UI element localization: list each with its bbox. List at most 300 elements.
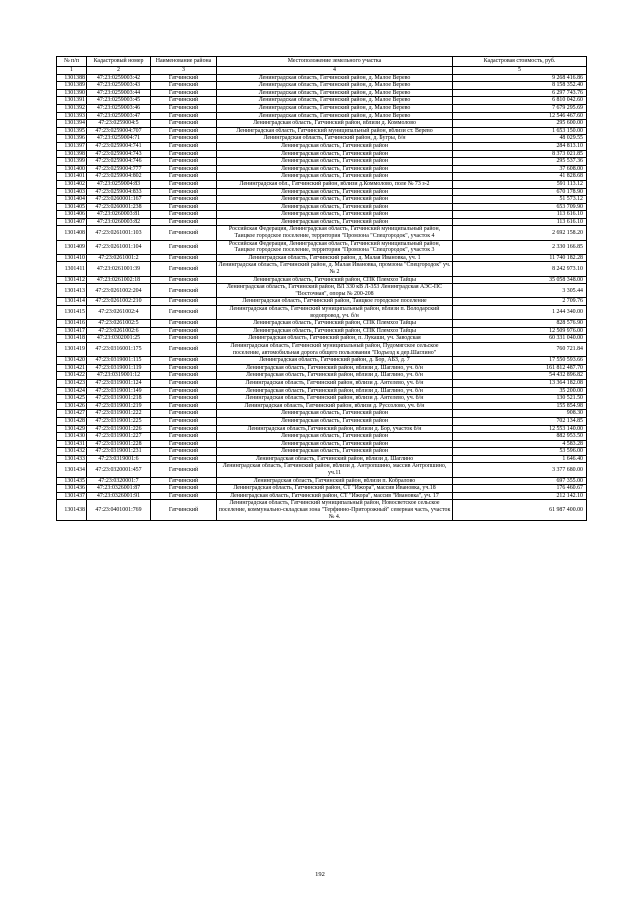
location-cell: Ленинградская область, Гатчинский район <box>217 196 453 204</box>
table-row <box>57 500 587 521</box>
header-cadastral-number: Кадастровый номер <box>87 57 151 67</box>
table-row <box>57 440 587 448</box>
cadastral-value-cell: 8 373 021.85 <box>453 150 587 158</box>
cadastral-number-cell: 47:23:0260001:167 <box>87 196 151 204</box>
district-cell: Гатчинский <box>151 142 217 150</box>
table-row <box>57 188 587 196</box>
location-cell: Ленинградская область, Гатчинский муниципальный район, Новосветское сельское поселение, коммунально-складская зона "Терфинно-Приторожный" северная часть, участок № 4. <box>217 500 453 521</box>
district-cell: Гатчинский <box>151 173 217 181</box>
table-row <box>57 357 587 365</box>
table-row <box>57 379 587 387</box>
cadastral-value-cell: 284 813.10 <box>453 142 587 150</box>
district-cell: Гатчинский <box>151 440 217 448</box>
district-cell: Гатчинский <box>151 364 217 372</box>
table-row <box>57 254 587 262</box>
cadastral-number-cell: 47:23:0259004:746 <box>87 158 151 166</box>
district-cell: Гатчинский <box>151 448 217 456</box>
location-cell: Ленинградская область, Гатчинский район, СПК Племхоз Тайцы <box>217 320 453 328</box>
table-row <box>57 203 587 211</box>
row-number-cell: 1301428 <box>57 417 87 425</box>
row-number-cell: 1301404 <box>57 196 87 204</box>
cadastral-number-cell: 47:23:0261001:104 <box>87 240 151 254</box>
district-cell: Гатчинский <box>151 335 217 343</box>
cadastral-number-cell: 47:23:0261001:39 <box>87 262 151 276</box>
row-number-cell: 1301410 <box>57 254 87 262</box>
district-cell: Гатчинский <box>151 120 217 128</box>
district-cell: Гатчинский <box>151 196 217 204</box>
cadastral-value-cell: 670 178.90 <box>453 188 587 196</box>
table-row <box>57 180 587 188</box>
cadastral-value-cell: 35 058 348.00 <box>453 276 587 284</box>
row-number-cell: 1301412 <box>57 276 87 284</box>
cadastral-number-cell: 47:23:0319001:12 <box>87 372 151 380</box>
location-cell: Ленинградская область, Гатчинский район, вблизи д. Руссолово, уч. б/н <box>217 402 453 410</box>
cadastral-number-cell: 47:23:0259003:42 <box>87 74 151 82</box>
table-row <box>57 492 587 500</box>
location-cell: Ленинградская область, Гатчинский район <box>217 448 453 456</box>
row-number-cell: 1301395 <box>57 127 87 135</box>
table-row <box>57 196 587 204</box>
district-cell: Гатчинский <box>151 477 217 485</box>
location-cell: Ленинградская область, Гатчинский район, вблизи д. Коммолово <box>217 120 453 128</box>
cadastral-number-cell: 47:23:0261001:103 <box>87 226 151 240</box>
location-cell: Ленинградская область, Гатчинский район, д. Малая Ивановка, промзона "Спецгородок" уч. № 2 <box>217 262 453 276</box>
district-cell: Гатчинский <box>151 97 217 105</box>
location-cell: Ленинградская область, Гатчинский район, СТ "Ижора", массив Ивановка, уч.18 <box>217 485 453 493</box>
cadastral-value-cell: 61 987 400.00 <box>453 500 587 521</box>
district-cell: Гатчинский <box>151 112 217 120</box>
row-number-cell: 1301411 <box>57 262 87 276</box>
cadastral-number-cell: 47:23:0261001:2 <box>87 254 151 262</box>
table-row <box>57 284 587 298</box>
table-row <box>57 262 587 276</box>
district-cell: Гатчинский <box>151 226 217 240</box>
location-cell: Ленинградская область, Гатчинский район, вблизи д. Антелево, уч. б/н <box>217 395 453 403</box>
table-row <box>57 477 587 485</box>
row-number-cell: 1301423 <box>57 379 87 387</box>
cadastral-value-cell: 48 029.55 <box>453 135 587 143</box>
row-number-cell: 1301393 <box>57 112 87 120</box>
district-cell: Гатчинский <box>151 320 217 328</box>
cadastral-number-cell: 47:23:0259004:71 <box>87 135 151 143</box>
row-number-cell: 1301427 <box>57 410 87 418</box>
table-row <box>57 425 587 433</box>
cadastral-value-cell: 882 953.50 <box>453 433 587 441</box>
location-cell: Ленинградская область, Гатчинский муниципальный район, Пудомягское сельское поселение, автомобильная дорога общего пользования "Подъезд к дер.Шаглино" <box>217 342 453 356</box>
location-cell: Ленинградская область, Гатчинский район <box>217 150 453 158</box>
cadastral-number-cell: 47:23:0319001:115 <box>87 357 151 365</box>
column-number: 2 <box>87 67 151 75</box>
row-number-cell: 1301398 <box>57 150 87 158</box>
table-row <box>57 218 587 226</box>
cadastral-number-cell: 47:23:0302001:25 <box>87 335 151 343</box>
table-row <box>57 342 587 356</box>
table-body <box>57 74 587 521</box>
district-cell: Гатчинский <box>151 180 217 188</box>
row-number-cell: 1301413 <box>57 284 87 298</box>
table-row <box>57 142 587 150</box>
district-cell: Гатчинский <box>151 395 217 403</box>
cadastral-number-cell: 47:23:0259003:47 <box>87 112 151 120</box>
location-cell: Ленинградская область, Гатчинский район, вблизи д. Антелево, уч. б/н <box>217 379 453 387</box>
cadastral-number-cell: 47:23:0259004:802 <box>87 173 151 181</box>
cadastral-value-cell: 41 828.68 <box>453 173 587 181</box>
cadastral-value-cell: 54 432 896.82 <box>453 372 587 380</box>
cadastral-number-cell: 47:23:0259004:833 <box>87 188 151 196</box>
cadastral-number-cell: 47:23:0319001:124 <box>87 379 151 387</box>
table-row <box>57 387 587 395</box>
table-row <box>57 455 587 463</box>
location-cell: Ленинградская область, Гатчинский район <box>217 440 453 448</box>
cadastral-value-cell: 9 268 416.86 <box>453 74 587 82</box>
table-row <box>57 485 587 493</box>
cadastral-value-cell: 1 244 340.00 <box>453 306 587 320</box>
district-cell: Гатчинский <box>151 135 217 143</box>
location-cell: Ленинградская область, Гатчинский район, д. Малая Ивановка, уч. 1 <box>217 254 453 262</box>
cadastral-number-cell: 47:23:0261002:4 <box>87 306 151 320</box>
table-row <box>57 335 587 343</box>
district-cell: Гатчинский <box>151 342 217 356</box>
cadastral-number-cell: 47:23:0260003:82 <box>87 218 151 226</box>
cadastral-value-cell: 17 550 593.66 <box>453 357 587 365</box>
row-number-cell: 1301409 <box>57 240 87 254</box>
location-cell: Российская Федерация, Ленинградская область, Гатчинский муниципальный район, Таицкое городское поселение, территория "Промзона "Спецгородок", участок 4 <box>217 226 453 240</box>
cadastral-value-cell: 12 553 140.00 <box>453 425 587 433</box>
cadastral-number-cell: 47:23:0316001:175 <box>87 342 151 356</box>
location-cell: Ленинградская область, Гатчинский район, д. Малое Верево <box>217 74 453 82</box>
cadastral-value-cell: 35 200.00 <box>453 387 587 395</box>
district-cell: Гатчинский <box>151 306 217 320</box>
row-number-cell: 1301422 <box>57 372 87 380</box>
row-number-cell: 1301396 <box>57 135 87 143</box>
district-cell: Гатчинский <box>151 74 217 82</box>
cadastral-value-cell: 176 460.67 <box>453 485 587 493</box>
row-number-cell: 1301400 <box>57 165 87 173</box>
table-row <box>57 306 587 320</box>
location-cell: Ленинградская область, Гатчинский район <box>217 203 453 211</box>
district-cell: Гатчинский <box>151 485 217 493</box>
cadastral-value-cell: 702 134.85 <box>453 417 587 425</box>
column-number: 4 <box>217 67 453 75</box>
table-row <box>57 89 587 97</box>
district-cell: Гатчинский <box>151 240 217 254</box>
cadastral-value-cell: 653 709.90 <box>453 203 587 211</box>
row-number-cell: 1301433 <box>57 455 87 463</box>
district-cell: Гатчинский <box>151 89 217 97</box>
row-number-cell: 1301391 <box>57 97 87 105</box>
cadastral-value-cell: 3 305.44 <box>453 284 587 298</box>
location-cell: Ленинградская область, Гатчинский район, ВЛ 330 кВ Л-353 Ленинградская АЭС-ПС "Восточная", опоры № 200-208 <box>217 284 453 298</box>
cadastral-number-cell: 47:23:0401001:769 <box>87 500 151 521</box>
district-cell: Гатчинский <box>151 104 217 112</box>
row-number-cell: 1301421 <box>57 364 87 372</box>
location-cell: Ленинградская область, Гатчинский муниципальный район, вблизи п. Володарский водопровод, уч. б/н <box>217 306 453 320</box>
district-cell: Гатчинский <box>151 150 217 158</box>
table-row <box>57 417 587 425</box>
district-cell: Гатчинский <box>151 165 217 173</box>
table-row <box>57 320 587 328</box>
cadastral-value-cell: 1 653 150.00 <box>453 127 587 135</box>
cadastral-value-cell: 8 158 352.40 <box>453 82 587 90</box>
table-header-row <box>57 57 587 67</box>
cadastral-number-cell: 47:23:0319001:231 <box>87 448 151 456</box>
location-cell: Ленинградская область, Гатчинский район, вблизи п. Кобралово <box>217 477 453 485</box>
cadastral-value-cell: 11 740 182.28 <box>453 254 587 262</box>
cadastral-number-cell: 47:23:0319001:219 <box>87 402 151 410</box>
location-cell: Ленинградская область, Гатчинский район, п. Лукаши, уч. Заводская <box>217 335 453 343</box>
cadastral-value-cell: 6 810 042.60 <box>453 97 587 105</box>
location-cell: Ленинградская область, Гатчинский район <box>217 211 453 219</box>
location-cell: Ленинградская область, Гатчинский район <box>217 218 453 226</box>
row-number-cell: 1301437 <box>57 492 87 500</box>
table-row <box>57 402 587 410</box>
cadastral-value-cell: 2 709.76 <box>453 298 587 306</box>
row-number-cell: 1301429 <box>57 425 87 433</box>
row-number-cell: 1301415 <box>57 306 87 320</box>
cadastral-value-cell: 37 608.00 <box>453 165 587 173</box>
district-cell: Гатчинский <box>151 402 217 410</box>
cadastral-number-cell: 47:23:0259004:777 <box>87 165 151 173</box>
row-number-cell: 1301435 <box>57 477 87 485</box>
cadastral-number-cell: 47:23:0319001:222 <box>87 410 151 418</box>
column-number: 1 <box>57 67 87 75</box>
district-cell: Гатчинский <box>151 262 217 276</box>
header-location: Местоположение земельного участка <box>217 57 453 67</box>
cadastral-value-cell: 295 600.00 <box>453 120 587 128</box>
cadastral-value-cell: 13 364 182.08 <box>453 379 587 387</box>
row-number-cell: 1301424 <box>57 387 87 395</box>
cadastral-value-cell: 51 573.12 <box>453 196 587 204</box>
table-row <box>57 372 587 380</box>
row-number-cell: 1301405 <box>57 203 87 211</box>
district-cell: Гатчинский <box>151 410 217 418</box>
row-number-cell: 1301389 <box>57 82 87 90</box>
table-row <box>57 276 587 284</box>
location-cell: Ленинградская область, Гатчинский район, вблизи д. Шаглино <box>217 455 453 463</box>
location-cell: Российская Федерация, Ленинградская область, Гатчинский муниципальный район, Таицкое городское поселение, территория "Промзона "Спецгородок", участок 3 <box>217 240 453 254</box>
column-number: 5 <box>453 67 587 75</box>
cadastral-number-cell: 47:23:0320001:457 <box>87 463 151 477</box>
location-cell: Ленинградская область, Гатчинский район <box>217 188 453 196</box>
cadastral-value-cell: 2 692 158.20 <box>453 226 587 240</box>
table-row <box>57 395 587 403</box>
cadastral-number-cell: 47:23:0319001:119 <box>87 364 151 372</box>
cadastral-number-cell: 47:23:0261002:204 <box>87 284 151 298</box>
cadastral-value-cell: 130 521.50 <box>453 395 587 403</box>
location-cell: Ленинградская область, Гатчинский район, д. Малое Верево <box>217 104 453 112</box>
location-cell: Ленинградская область, Гатчинский район <box>217 417 453 425</box>
location-cell: Ленинградская область, Гатчинский район <box>217 410 453 418</box>
header-district: Наименование района <box>151 57 217 67</box>
cadastral-value-cell: 2 330 166.85 <box>453 240 587 254</box>
location-cell: Ленинградская область, Гатчинский район, д. Малое Верево <box>217 112 453 120</box>
table-row <box>57 448 587 456</box>
cadastral-value-cell: 60 331 040.00 <box>453 335 587 343</box>
row-number-cell: 1301397 <box>57 142 87 150</box>
column-number-row <box>57 67 587 75</box>
row-number-cell: 1301425 <box>57 395 87 403</box>
row-number-cell: 1301406 <box>57 211 87 219</box>
table-row <box>57 158 587 166</box>
row-number-cell: 1301416 <box>57 320 87 328</box>
cadastral-number-cell: 47:23:0319001:149 <box>87 387 151 395</box>
row-number-cell: 1301394 <box>57 120 87 128</box>
location-cell: Ленинградская область, Гатчинский район, вблизи д. Шаглино, уч. б/н <box>217 364 453 372</box>
table-row <box>57 150 587 158</box>
cadastral-number-cell: 47:23:0261002:6 <box>87 327 151 335</box>
district-cell: Гатчинский <box>151 327 217 335</box>
table-row <box>57 82 587 90</box>
district-cell: Гатчинский <box>151 218 217 226</box>
table-row <box>57 298 587 306</box>
table-row <box>57 364 587 372</box>
location-cell: Ленинградская область, Гатчинский район <box>217 158 453 166</box>
cadastral-value-cell: 908.30 <box>453 410 587 418</box>
location-cell: Ленинградская область, Гатчинский район <box>217 165 453 173</box>
location-cell: Ленинградская область, Гатчинский район, вблизи д. Шаглино, уч. б/н <box>217 387 453 395</box>
cadastral-number-cell: 47:23:0326001:91 <box>87 492 151 500</box>
location-cell: Ленинградская область, Гатчинский район, д. Малое Верево <box>217 82 453 90</box>
cadastral-number-cell: 47:23:0259004:707 <box>87 127 151 135</box>
row-number-cell: 1301403 <box>57 188 87 196</box>
row-number-cell: 1301407 <box>57 218 87 226</box>
district-cell: Гатчинский <box>151 276 217 284</box>
location-cell: Ленинградская область, Гатчинский район, д. Бугры, б/н <box>217 135 453 143</box>
location-cell: Ленинградская область, Гатчинский район, д. Бор, АБЗ, д. 7 <box>217 357 453 365</box>
row-number-cell: 1301401 <box>57 173 87 181</box>
district-cell: Гатчинский <box>151 298 217 306</box>
district-cell: Гатчинский <box>151 158 217 166</box>
location-cell: Ленинградская область, Гатчинский район, СПК Племхоз Тайцы <box>217 276 453 284</box>
table-row <box>57 104 587 112</box>
page-number: 192 <box>315 871 325 878</box>
table-row <box>57 97 587 105</box>
cadastral-number-cell: 47:23:0259004:5 <box>87 120 151 128</box>
row-number-cell: 1301434 <box>57 463 87 477</box>
table-row <box>57 211 587 219</box>
row-number-cell: 1301426 <box>57 402 87 410</box>
cadastral-value-cell: 828 576.90 <box>453 320 587 328</box>
district-cell: Гатчинский <box>151 254 217 262</box>
location-cell: Ленинградская область, Гатчинский район, д. Малое Верево <box>217 89 453 97</box>
cadastral-value-cell: 12 509 976.00 <box>453 327 587 335</box>
cadastral-value-cell: 3 377 680.00 <box>453 463 587 477</box>
cadastral-number-cell: 47:23:0259003:44 <box>87 89 151 97</box>
location-cell: Ленинградская обл., Гатчинский район, вблизи д.Коммолово, поле № 73 з-2 <box>217 180 453 188</box>
table-row <box>57 240 587 254</box>
location-cell: Ленинградская область, Гатчинский район <box>217 173 453 181</box>
location-cell: Ленинградская область, Гатчинский район, вблизи д. Антропшино, массив Антропшино, уч.11 <box>217 463 453 477</box>
cadastral-number-cell: 47:23:0319001:218 <box>87 395 151 403</box>
cadastral-number-cell: 47:23:0319001:225 <box>87 417 151 425</box>
district-cell: Гатчинский <box>151 188 217 196</box>
row-number-cell: 1301414 <box>57 298 87 306</box>
location-cell: Ленинградская область, Гатчинский район, вблизи д. Шаглино, уч. б/н <box>217 372 453 380</box>
cadastral-number-cell: 47:23:0259003:45 <box>87 97 151 105</box>
district-cell: Гатчинский <box>151 387 217 395</box>
row-number-cell: 1301438 <box>57 500 87 521</box>
cadastral-value-cell: 113 616.10 <box>453 211 587 219</box>
cadastral-value-cell: 161 812 487.70 <box>453 364 587 372</box>
cadastral-value-cell: 760 721.84 <box>453 342 587 356</box>
district-cell: Гатчинский <box>151 127 217 135</box>
district-cell: Гатчинский <box>151 203 217 211</box>
cadastral-value-cell: 1 646.40 <box>453 455 587 463</box>
district-cell: Гатчинский <box>151 417 217 425</box>
cadastral-number-cell: 47:23:0319001:228 <box>87 440 151 448</box>
district-cell: Гатчинский <box>151 379 217 387</box>
cadastral-number-cell: 47:23:0319001:226 <box>87 425 151 433</box>
row-number-cell: 1301420 <box>57 357 87 365</box>
cadastral-value-cell: 7 679 295.69 <box>453 104 587 112</box>
table-row <box>57 127 587 135</box>
table-row <box>57 173 587 181</box>
location-cell: Ленинградская область, Гатчинский район, д. Малое Верево <box>217 97 453 105</box>
cadastral-number-cell: 47:23:0261002:210 <box>87 298 151 306</box>
row-number-cell: 1301402 <box>57 180 87 188</box>
location-cell: Ленинградская область, Гатчинский район, СТ "Ижора", массив "Ивановка", уч. 17 <box>217 492 453 500</box>
cadastral-value-table <box>56 56 587 521</box>
table-row <box>57 226 587 240</box>
table-row <box>57 410 587 418</box>
table-row <box>57 165 587 173</box>
table-row <box>57 112 587 120</box>
cadastral-number-cell: 47:23:0320001:7 <box>87 477 151 485</box>
cadastral-number-cell: 47:23:0259004:741 <box>87 142 151 150</box>
cadastral-value-cell: 155 854.98 <box>453 402 587 410</box>
district-cell: Гатчинский <box>151 433 217 441</box>
cadastral-value-cell: 12 546 467.60 <box>453 112 587 120</box>
district-cell: Гатчинский <box>151 357 217 365</box>
row-number-cell: 1301430 <box>57 433 87 441</box>
cadastral-value-cell: 6 297 743.76 <box>453 89 587 97</box>
row-number-cell: 1301432 <box>57 448 87 456</box>
location-cell: Ленинградская область, Гатчинский муниципальный район, вблизи ст. Верево <box>217 127 453 135</box>
table-row <box>57 120 587 128</box>
column-number: 3 <box>151 67 217 75</box>
location-cell: Ленинградская область,Гатчинский район, вблизи д. Бор, участок б/н <box>217 425 453 433</box>
row-number-cell: 1301419 <box>57 342 87 356</box>
cadastral-number-cell: 47:23:0259004:743 <box>87 150 151 158</box>
cadastral-value-cell: 8 242 973.10 <box>453 262 587 276</box>
header-row-number: № п/п <box>57 57 87 67</box>
cadastral-value-cell: 113 616.10 <box>453 218 587 226</box>
district-cell: Гатчинский <box>151 284 217 298</box>
cadastral-number-cell: 47:23:0261002:5 <box>87 320 151 328</box>
cadastral-value-cell: 212 142.10 <box>453 492 587 500</box>
district-cell: Гатчинский <box>151 425 217 433</box>
cadastral-number-cell: 47:23:0261002:18 <box>87 276 151 284</box>
table-row <box>57 74 587 82</box>
cadastral-number-cell: 47:23:0326001:87 <box>87 485 151 493</box>
cadastral-value-cell: 4 583.28 <box>453 440 587 448</box>
district-cell: Гатчинский <box>151 463 217 477</box>
row-number-cell: 1301417 <box>57 327 87 335</box>
district-cell: Гатчинский <box>151 455 217 463</box>
district-cell: Гатчинский <box>151 492 217 500</box>
row-number-cell: 1301390 <box>57 89 87 97</box>
cadastral-number-cell: 47:23:0319001:6 <box>87 455 151 463</box>
location-cell: Ленинградская область, Гатчинский район <box>217 433 453 441</box>
district-cell: Гатчинский <box>151 500 217 521</box>
cadastral-value-cell: 591 113.12 <box>453 180 587 188</box>
district-cell: Гатчинский <box>151 211 217 219</box>
row-number-cell: 1301392 <box>57 104 87 112</box>
header-cadastral-value: Кадастровая стоимость, руб. <box>453 57 587 67</box>
row-number-cell: 1301388 <box>57 74 87 82</box>
district-cell: Гатчинский <box>151 372 217 380</box>
row-number-cell: 1301408 <box>57 226 87 240</box>
